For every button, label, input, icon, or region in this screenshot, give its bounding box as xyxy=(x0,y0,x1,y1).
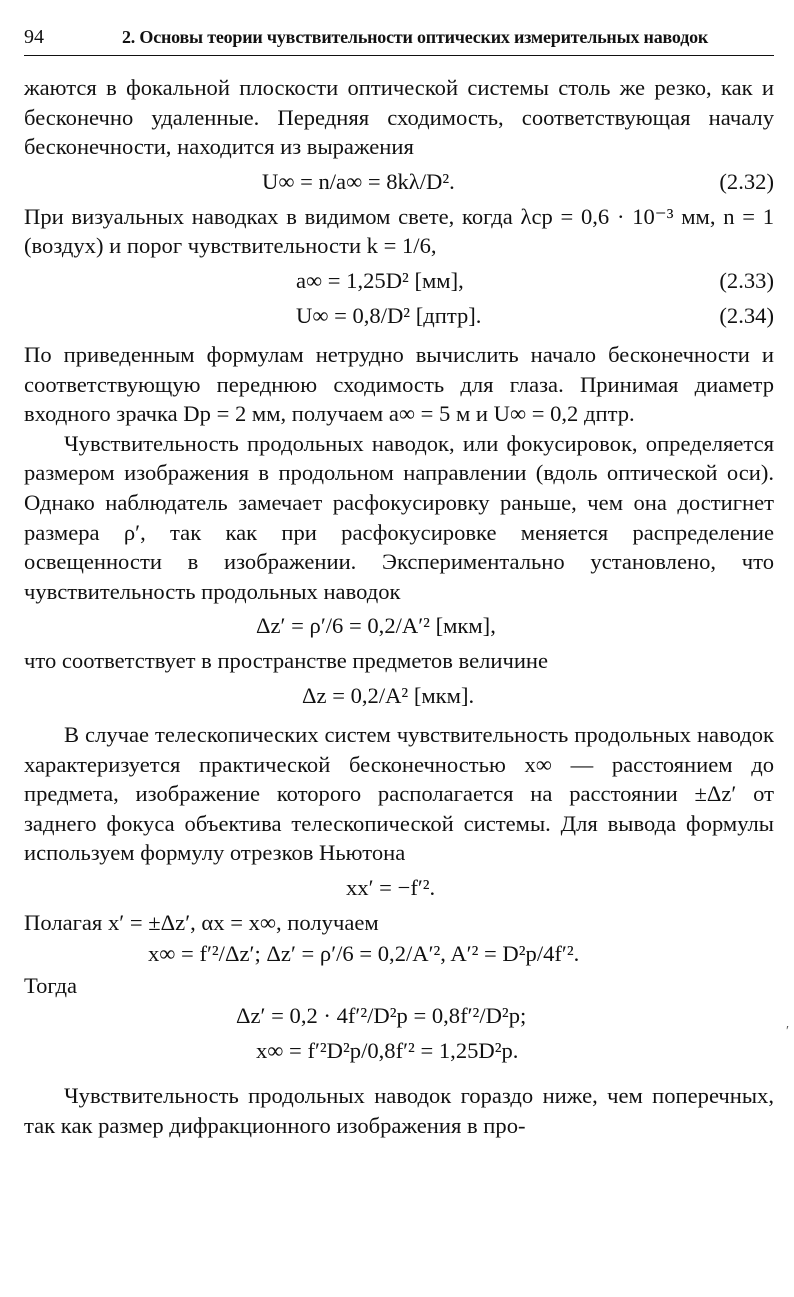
paragraph: жаются в фокальной плоскости оптической системы столь же резко, как и бесконечно удаленные. Передняя сходимость, соответствующая началу бесконечности, находится из выражения xyxy=(24,75,774,160)
paragraph: Тогда xyxy=(24,973,78,999)
equation-dz-calc xyxy=(24,1001,774,1031)
equation-formula: xx′ = −f′². xyxy=(346,874,436,900)
equation-number: (2.33) xyxy=(719,267,774,293)
equation-x-inf-definition xyxy=(24,939,774,969)
equation-2-33 xyxy=(24,266,774,296)
equation-number: (2.34) xyxy=(719,302,774,328)
paragraph: что соответствует в пространстве предметов величине xyxy=(24,648,549,674)
paragraph: По приведенным формулам нетрудно вычислить начало бесконечности и соответствующую переднюю сходимость для глаза. Принимая диаметр входного зрачка Dр = 2 мм, получаем a∞ = 5 м и U∞ = 0,2 дптр. xyxy=(24,341,774,427)
equation-2-34 xyxy=(24,301,774,331)
equation-formula: U∞ = n/a∞ = 8kλ/D². xyxy=(262,168,455,194)
paragraph: Полагая x′ = ±Δz′, αx = x∞, получаем xyxy=(24,909,379,935)
equation-formula: a∞ = 1,25D² [мм], xyxy=(296,267,464,293)
equation-2-32 xyxy=(24,167,774,197)
page-number: 94 xyxy=(24,26,44,48)
equation-formula: Δz′ = ρ′/6 = 0,2/A′² [мкм], xyxy=(256,613,496,639)
running-header xyxy=(24,26,774,56)
equation-dz xyxy=(24,681,774,711)
chapter-title: 2. Основы теории чувствительности оптических измерительных наводок xyxy=(122,27,709,47)
equation-formula: U∞ = 0,8/D² [дптр]. xyxy=(296,302,482,328)
book-page xyxy=(24,26,774,1141)
equation-newton xyxy=(24,873,774,903)
paragraph: Чувствительность продольных наводок, или фокусировок, определяется размером изображения в продольном направлении (вдоль оптической оси). Однако наблюдатель замечает расфокусировку раньше, чем она достигнет размера ρ′, так как при расфокусировке меняется распределение освещенности в изображении. Экспериментально установлено, что чувствительность продольных наводок xyxy=(24,430,774,604)
paragraph: Чувствительность продольных наводок гораздо ниже, чем поперечных, так как размер дифракционного изображения в про- xyxy=(24,1083,774,1139)
equation-formula: Δz = 0,2/A² [мкм]. xyxy=(302,682,475,708)
paragraph: В случае телескопических систем чувствительность продольных наводок характеризуется практической бесконечностью x∞ — расстоянием до предмета, изображение которого располагается на расстоянии ±Δz′ от заднего фокуса объектива телескопической системы. Для вывода формулы используем формулу отрезков Ньютона xyxy=(24,721,774,866)
equation-dz-prime xyxy=(24,611,774,641)
margin-mark: ′ xyxy=(786,1024,790,1039)
equation-formula: x∞ = f′²/Δz′; Δz′ = ρ′/6 = 0,2/A′², A′² = D²р/4f′². xyxy=(148,941,580,967)
equation-formula: x∞ = f′²D²р/0,8f′² = 1,25D²р. xyxy=(256,1038,519,1064)
equation-formula: Δz′ = 0,2 · 4f′²/D²р = 0,8f′²/D²р; xyxy=(236,1003,527,1029)
equation-x-inf-result xyxy=(24,1036,774,1066)
equation-number: (2.32) xyxy=(719,168,774,194)
paragraph: При визуальных наводках в видимом свете, когда λср = 0,6 · 10⁻³ мм, n = 1 (воздух) и порог чувствительности k = 1/6, xyxy=(24,203,774,259)
